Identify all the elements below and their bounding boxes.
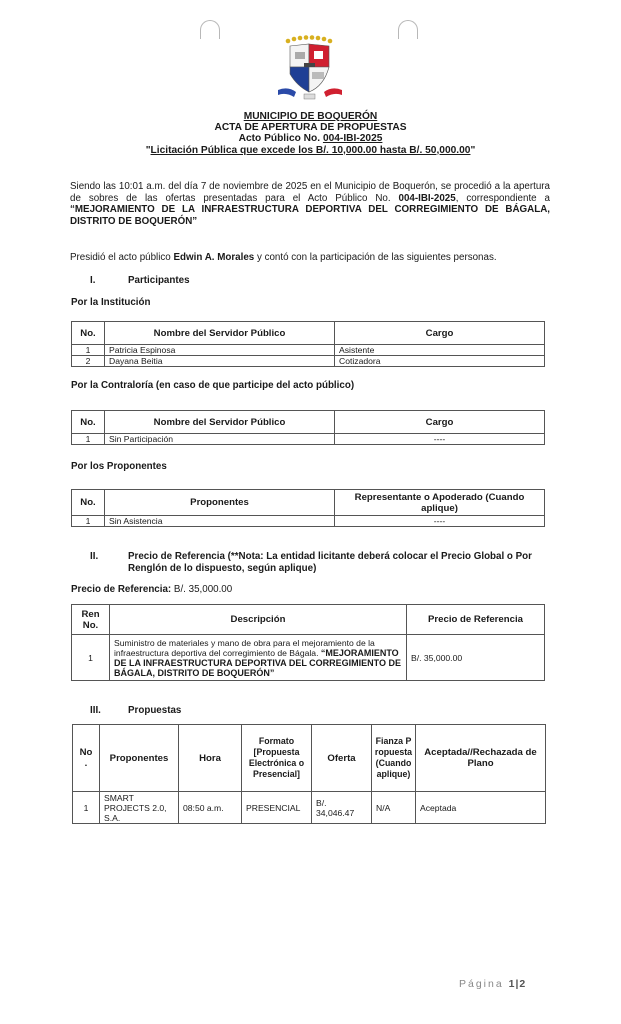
table-row: 1 Sin Asistencia ---- — [72, 516, 545, 527]
page-number: Página 1|2 — [459, 978, 527, 990]
proponentes-participants-table — [71, 489, 545, 527]
intro-paragraph: Siendo las 10:01 a.m. del día 7 de noviembre de 2025 en el Municipio de Boquerón, se procedió a la apertura de sobres de las ofertas presentadas para el Acto Público No. 004-IBI-2025, correspondiente a “MEJORAMIENTO DE LA INFRAESTRUCTURA DEPORTIVA DEL CORREGIMIENTO DE BÁGALA, DISTRITO DE BOQUERÓN” — [70, 181, 550, 227]
reference-price-table — [71, 604, 545, 681]
presided-paragraph: Presidió el acto público Edwin A. Morales y contó con la participación de las siguientes personas. — [70, 252, 497, 263]
document-title: ACTA DE APERTURA DE PROPUESTAS — [214, 122, 407, 134]
table-row: 1 Suministro de materiales y mano de obra para el mejoramiento de la infraestructura deportiva del corregimiento de Bágala. “MEJORAMIENTO DE LA INFRAESTRUCTURA DEPORTIVA DEL CORREGIMIENTO DE BÁGALA, DISTRITO DE BOQUERÓN” B/. 35,000.00 — [72, 635, 545, 681]
institution-label: Por la Institución — [71, 297, 151, 308]
act-number-line: Acto Público No. 004-IBI-2025 — [238, 133, 383, 145]
institution-participants-table — [71, 321, 545, 367]
contraloria-label: Por la Contraloría (en caso de que participe del acto público) — [71, 380, 355, 391]
municipal-coat-of-arms-logo — [272, 34, 348, 104]
table-header-row: No. Nombre del Servidor Público Cargo — [72, 322, 545, 345]
table-header-row: Ren No. Descripción Precio de Referencia — [72, 605, 545, 635]
table-header-row: No. Proponentes Representante o Apoderado (Cuando aplique) — [72, 490, 545, 516]
reference-price-value: B/. 35,000.00 — [171, 584, 233, 595]
table-header-row: No . Proponentes Hora Formato [Propuesta Electrónica o Presencial] Oferta Fianza Propuesta (Cuando aplique) Aceptada//Rechazada de Plano — [73, 725, 546, 792]
presiding-official: Edwin A. Morales — [173, 252, 255, 263]
municipality-name: MUNICIPIO DE BOQUERÓN — [243, 111, 378, 122]
document-header — [0, 111, 621, 156]
table-row: 2 Dayana Beitia Cotizadora — [72, 356, 545, 367]
punch-hole-left — [200, 20, 220, 39]
table-row: 1 SMART PROJECTS 2.0, S.A. 08:50 a.m. PRESENCIAL B/. 34,046.47 N/A Aceptada — [73, 792, 546, 824]
project-name: “MEJORAMIENTO DE LA INFRAESTRUCTURA DEPORTIVA DEL CORREGIMIENTO DE BÁGALA, DISTRITO DE BOQUERÓN” — [70, 204, 550, 227]
proponentes-label: Por los Proponentes — [71, 461, 167, 472]
table-row: 1 Sin Participación ---- — [72, 434, 545, 445]
tender-subtitle: "Licitación Pública que excede los B/. 10,000.00 hasta B/. 50,000.00" — [145, 144, 476, 156]
proposals-table — [72, 724, 546, 824]
act-number: 004-IBI-2025 — [322, 133, 383, 145]
table-header-row: No. Nombre del Servidor Público Cargo — [72, 411, 545, 434]
punch-hole-right — [398, 20, 418, 39]
contraloria-participants-table — [71, 410, 545, 445]
table-row: 1 Patricia Espinosa Asistente — [72, 345, 545, 356]
reference-price-line: Precio de Referencia: B/. 35,000.00 — [71, 584, 233, 595]
